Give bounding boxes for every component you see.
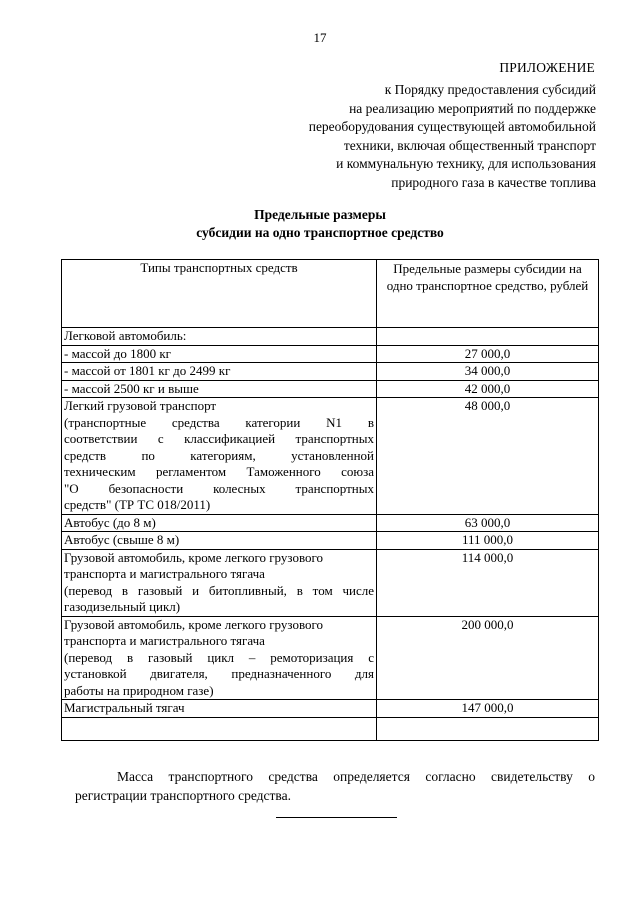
vehicle-type-line: техническим регламентом Таможенного союза: [64, 464, 374, 479]
subsidy-table: [61, 259, 599, 741]
vehicle-type-cell: [62, 398, 377, 515]
empty-cell: [377, 717, 599, 740]
vehicle-type-line: Грузовой автомобиль, кроме легкого грузового: [64, 616, 323, 632]
vehicle-type-line: работы на природном газе): [64, 682, 214, 698]
vehicle-type-cell: Автобус (до 8 м): [62, 514, 377, 532]
footnote-paragraph: Масса транспортного средства определяется согласно свидетельству о регистрации транспортного средства.: [75, 769, 595, 803]
appendix-subtitle: [309, 81, 596, 193]
amount-cell: 34 000,0: [377, 363, 599, 381]
table-header-row: [62, 260, 599, 328]
vehicle-type-line: (перевод в газовый и битопливный, в том числе: [64, 582, 374, 598]
vehicle-type-cell: [62, 616, 377, 700]
header-subsidy-amount: Предельные размеры субсидии на одно транспортное средство, рублей: [377, 260, 599, 328]
appendix-line: природного газа в качестве топлива: [391, 174, 596, 190]
table-row: [62, 328, 599, 346]
amount-cell: 111 000,0: [377, 532, 599, 550]
table-row: [62, 363, 599, 381]
amount-cell: 147 000,0: [377, 700, 599, 718]
vehicle-type-cell: [62, 549, 377, 616]
table-row: [62, 398, 599, 515]
empty-cell: [62, 717, 377, 740]
amount-cell: 27 000,0: [377, 345, 599, 363]
amount-cell: 63 000,0: [377, 514, 599, 532]
amount-cell: 48 000,0: [377, 398, 599, 515]
vehicle-type-line: газодизельный цикл): [64, 599, 181, 614]
vehicle-type-line: "О безопасности колесных транспортных: [64, 480, 374, 496]
header-vehicle-type: Типы транспортных средств: [62, 260, 377, 328]
page-number: 17: [313, 30, 327, 45]
document-title: [0, 206, 640, 242]
vehicle-type-cell: Автобус (свыше 8 м): [62, 532, 377, 550]
amount-cell: 42 000,0: [377, 380, 599, 398]
table-row: [62, 549, 599, 616]
amount-cell: 114 000,0: [377, 549, 599, 616]
vehicle-type-line: (транспортные средства категории N1 в: [64, 414, 374, 430]
vehicle-type-line: транспорта и магистрального тягача: [64, 633, 265, 648]
vehicle-type-cell: - массой до 1800 кг: [62, 345, 377, 363]
amount-cell: [377, 328, 599, 346]
vehicle-type-line: Грузовой автомобиль, кроме легкого грузового: [64, 549, 323, 565]
vehicle-type-cell: Магистральный тягач: [62, 700, 377, 718]
appendix-title: ПРИЛОЖЕНИЕ: [499, 60, 595, 75]
table-row: [62, 700, 599, 718]
appendix-line: техники, включая общественный транспорт: [343, 137, 596, 153]
table-row: [62, 514, 599, 532]
vehicle-type-line: (перевод в газовый цикл – ремоторизация с: [64, 649, 374, 665]
appendix-line: к Порядку предоставления субсидий: [384, 82, 596, 97]
appendix-line: на реализацию мероприятий по поддержке: [349, 100, 596, 116]
table-row: [62, 532, 599, 550]
table-row: [62, 616, 599, 700]
vehicle-type-cell: - массой 2500 кг и выше: [62, 380, 377, 398]
amount-cell: 200 000,0: [377, 616, 599, 700]
vehicle-type-line: установкой двигателя, предназначенного для: [64, 666, 374, 681]
vehicle-type-line: Легкий грузовой транспорт: [64, 398, 217, 413]
vehicle-type-line: средств" (ТР ТС 018/2011): [64, 497, 211, 512]
document-title-line: субсидии на одно транспортное средство: [196, 225, 444, 240]
vehicle-type-cell: - массой от 1801 кг до 2499 кг: [62, 363, 377, 381]
vehicle-type-line: соответствии с классификацией транспортных: [64, 431, 374, 446]
table-row-empty: [62, 717, 599, 740]
appendix-line: и коммунальную технику, для использования: [336, 156, 596, 172]
vehicle-type-line: средств по категориям, установленной: [64, 447, 374, 463]
end-divider: [276, 817, 397, 818]
document-title-line: Предельные размеры: [254, 207, 386, 222]
table-row: [62, 380, 599, 398]
vehicle-type-cell: Легковой автомобиль:: [62, 328, 377, 346]
vehicle-type-line: транспорта и магистрального тягача: [64, 566, 265, 581]
table-row: [62, 345, 599, 363]
appendix-line: переоборудования существующей автомобильной: [308, 119, 596, 135]
